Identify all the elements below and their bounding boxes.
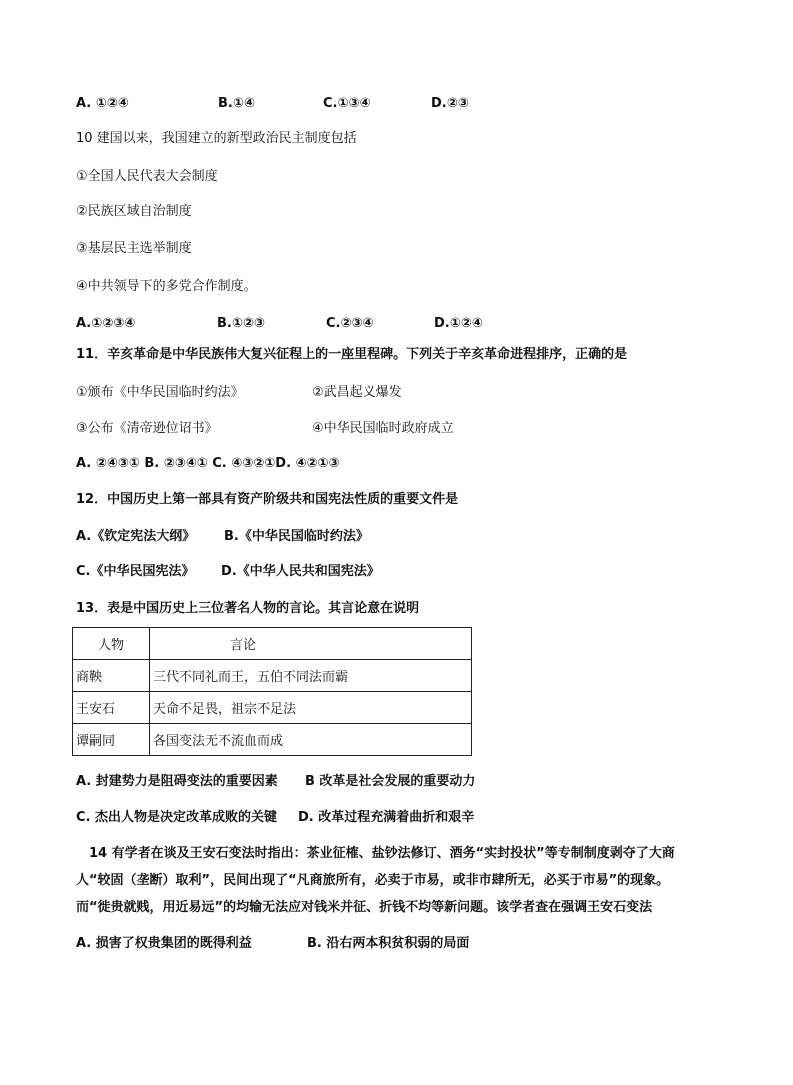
q11-stem: 11．辛亥革命是中华民族伟大复兴征程上的一座里程碑。下列关于辛亥革命进程排序，正确的是 xyxy=(76,347,628,362)
table-row xyxy=(73,660,472,692)
table-row xyxy=(73,692,472,724)
q10-option-b: B.①②③ xyxy=(217,316,265,331)
q12-option-d: D.《中华人民共和国宪法》 xyxy=(221,564,380,579)
q14-stem-line: 14 有学者在谈及王安石变法时指出：茶业征榷、盐钞法修订、酒务“实封投状”等专制制度剥夺了大商 xyxy=(89,846,675,861)
q14-stem-line: 而“徙贵就贱，用近易远”的均输无法应对钱米并征、折钱不均等新问题。该学者查在强调王安石变法 xyxy=(76,900,653,915)
table-header: 人物 xyxy=(73,628,150,660)
q10-stem: 10 建国以来，我国建立的新型政治民主制度包括 xyxy=(76,131,357,146)
table-cell: 王安石 xyxy=(73,692,150,724)
q11-options: A. ②④③① B. ②③④① C. ④③②①D. ④②①③ xyxy=(76,456,340,471)
q9-option-d: D.②③ xyxy=(431,96,469,111)
table-cell: 各国变法无不流血而成 xyxy=(150,724,472,756)
q13-option-b: B 改革是社会发展的重要动力 xyxy=(305,774,476,789)
q10-item: ④中共领导下的多党合作制度。 xyxy=(76,279,257,294)
table-cell: 谭嗣同 xyxy=(73,724,150,756)
quote-table xyxy=(72,627,472,756)
table-header: 言论 xyxy=(150,628,472,660)
table-cell: 天命不足畏，祖宗不足法 xyxy=(150,692,472,724)
table-header-row xyxy=(73,628,472,660)
q14-option-a: A. 损害了权贵集团的既得利益 xyxy=(76,936,252,951)
q13-option-d: D. 改革过程充满着曲折和艰辛 xyxy=(298,810,475,825)
q13-option-a: A. 封建势力是阻碍变法的重要因素 xyxy=(76,774,278,789)
q10-option-a: A.①②③④ xyxy=(76,316,136,331)
q14-stem-line: 人“较固（垄断）取利”，民间出现了“凡商旅所有，必卖于市易，或非市肆所无，必买于市易”的现象。 xyxy=(76,873,670,888)
q11-item: ①颁布《中华民国临时约法》 xyxy=(76,385,244,400)
q9-option-a: A. ①②④ xyxy=(76,96,129,111)
q10-item: ③基层民主选举制度 xyxy=(76,241,192,256)
q13-option-c: C. 杰出人物是决定改革成败的关键 xyxy=(76,810,278,825)
q14-option-b: B. 沿右两本积贫积弱的局面 xyxy=(307,936,470,951)
q10-option-c: C.②③④ xyxy=(326,316,374,331)
q12-stem: 12．中国历史上第一部具有资产阶级共和国宪法性质的重要文件是 xyxy=(76,492,459,507)
q12-option-a: A.《钦定宪法大纲》 xyxy=(76,529,196,544)
q9-option-b: B.①④ xyxy=(218,96,255,111)
q12-option-c: C.《中华民国宪法》 xyxy=(76,564,195,579)
q11-item: ④中华民国临时政府成立 xyxy=(312,421,454,436)
q10-option-d: D.①②④ xyxy=(434,316,483,331)
table-row xyxy=(73,724,472,756)
table-cell: 商鞅 xyxy=(73,660,150,692)
q10-item: ②民族区域自治制度 xyxy=(76,204,192,219)
table-cell: 三代不同礼而王，五伯不同法而霸 xyxy=(150,660,472,692)
q11-item: ②武昌起义爆发 xyxy=(312,385,402,400)
q9-option-c: C.①③④ xyxy=(323,96,371,111)
q12-option-b: B.《中华民国临时约法》 xyxy=(224,529,369,544)
q10-item: ①全国人民代表大会制度 xyxy=(76,169,218,184)
q11-item: ③公布《清帝逊位诏书》 xyxy=(76,421,218,436)
q13-stem: 13．表是中国历史上三位著名人物的言论。其言论意在说明 xyxy=(76,601,420,616)
